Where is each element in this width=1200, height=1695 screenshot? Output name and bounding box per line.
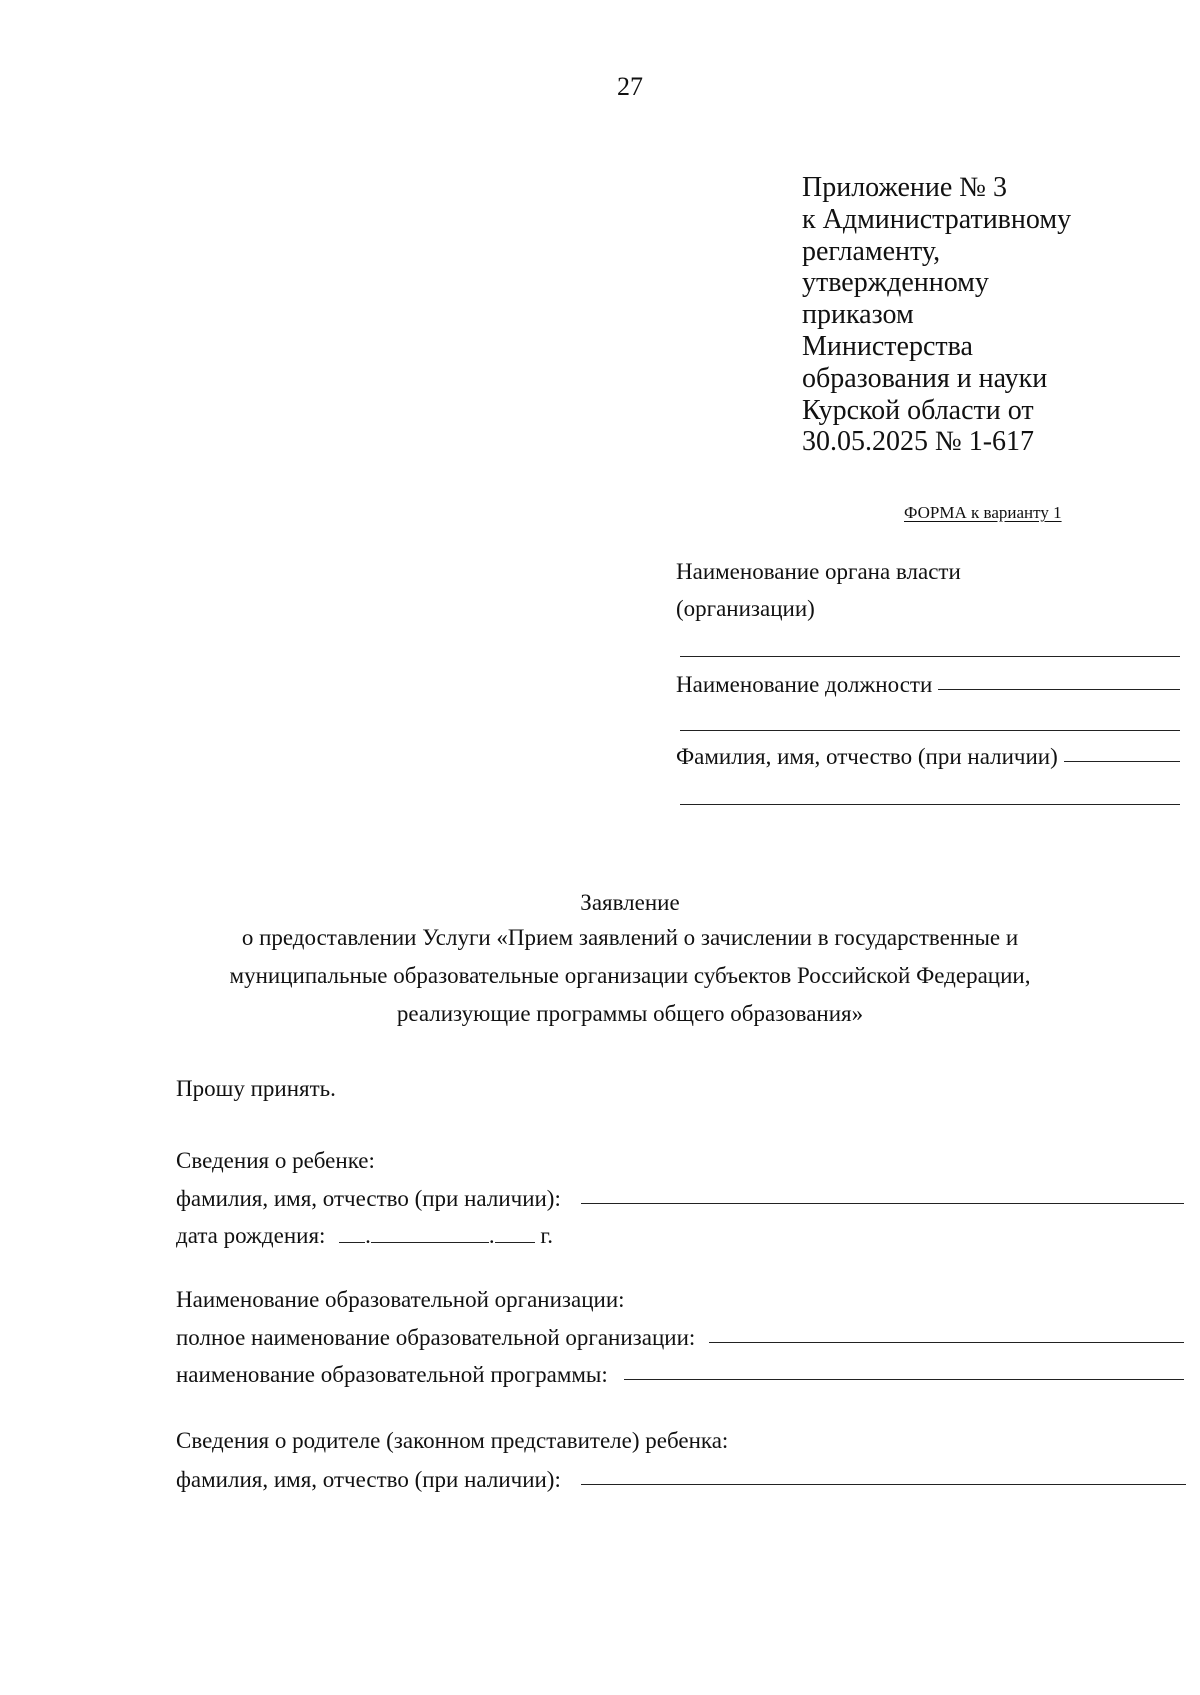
organ-name-label: Наименование органа власти xyxy=(676,559,961,584)
birth-date-row xyxy=(176,1223,553,1249)
statement-title: Заявление xyxy=(580,890,680,915)
program-row xyxy=(176,1362,1184,1388)
appendix-line: регламенту, xyxy=(802,235,941,267)
addressee-fio-field-line2[interactable] xyxy=(680,804,1180,805)
addressee-fio-row xyxy=(676,744,1180,770)
request-text: Прошу принять. xyxy=(176,1076,336,1101)
child-fio-field[interactable] xyxy=(581,1203,1184,1204)
organization-section-heading: Наименование образовательной организации: xyxy=(176,1287,625,1312)
page-number: 27 xyxy=(617,72,643,101)
appendix-line: Курской области от xyxy=(802,394,1034,426)
child-fio-label: фамилия, имя, отчество (при наличии): xyxy=(176,1186,561,1211)
birth-day-field[interactable] xyxy=(339,1241,365,1243)
organ-name-label-cont: (организации) xyxy=(676,596,815,621)
birth-year-field[interactable] xyxy=(495,1241,535,1243)
org-full-name-label: полное наименование образовательной организации: xyxy=(176,1325,696,1350)
position-row xyxy=(676,672,1180,698)
appendix-line: образования и науки xyxy=(802,362,1048,394)
date-separator: . xyxy=(365,1223,371,1248)
date-separator: . xyxy=(488,1223,495,1248)
appendix-line: 30.05.2025 № 1-617 xyxy=(802,426,1035,458)
addressee-fio-field[interactable] xyxy=(1064,761,1180,762)
form-variant-label: ФОРМА к варианту 1 xyxy=(904,503,1062,522)
position-field[interactable] xyxy=(938,689,1180,690)
child-fio-row xyxy=(176,1186,1184,1212)
org-full-name-field[interactable] xyxy=(709,1342,1184,1343)
program-label: наименование образовательной программы: xyxy=(176,1362,608,1387)
statement-subtitle-line2: муниципальные образовательные организации субъектов Российской Федерации, xyxy=(229,963,1031,988)
child-section-heading: Сведения о ребенке: xyxy=(176,1148,375,1173)
appendix-header xyxy=(802,172,1122,458)
appendix-line: к Административному xyxy=(802,203,1072,235)
parent-fio-label: фамилия, имя, отчество (при наличии): xyxy=(176,1467,561,1492)
organ-name-field[interactable] xyxy=(680,656,1180,657)
appendix-line: приказом xyxy=(802,299,914,331)
birth-year-suffix: г. xyxy=(540,1223,554,1248)
appendix-line: утвержденному xyxy=(802,267,989,299)
addressee-fio-label: Фамилия, имя, отчество (при наличии) xyxy=(676,744,1058,769)
program-field[interactable] xyxy=(624,1379,1184,1380)
parent-section-heading: Сведения о родителе (законном представителе) ребенка: xyxy=(176,1428,729,1453)
org-full-name-row xyxy=(176,1325,1184,1351)
appendix-line: Приложение № 3 xyxy=(802,172,1007,203)
parent-fio-field[interactable] xyxy=(581,1484,1186,1485)
statement-subtitle-line1: о предоставлении Услуги «Прием заявлений о зачислении в государственные и xyxy=(241,925,1019,950)
birth-date-label: дата рождения: xyxy=(176,1223,326,1248)
appendix-line: Министерства xyxy=(802,330,973,362)
statement-subtitle-line3: реализующие программы общего образования» xyxy=(396,1001,864,1026)
parent-fio-row xyxy=(176,1467,1186,1493)
position-field-line2[interactable] xyxy=(680,730,1180,731)
position-label: Наименование должности xyxy=(676,672,933,697)
birth-month-field[interactable] xyxy=(371,1241,489,1243)
